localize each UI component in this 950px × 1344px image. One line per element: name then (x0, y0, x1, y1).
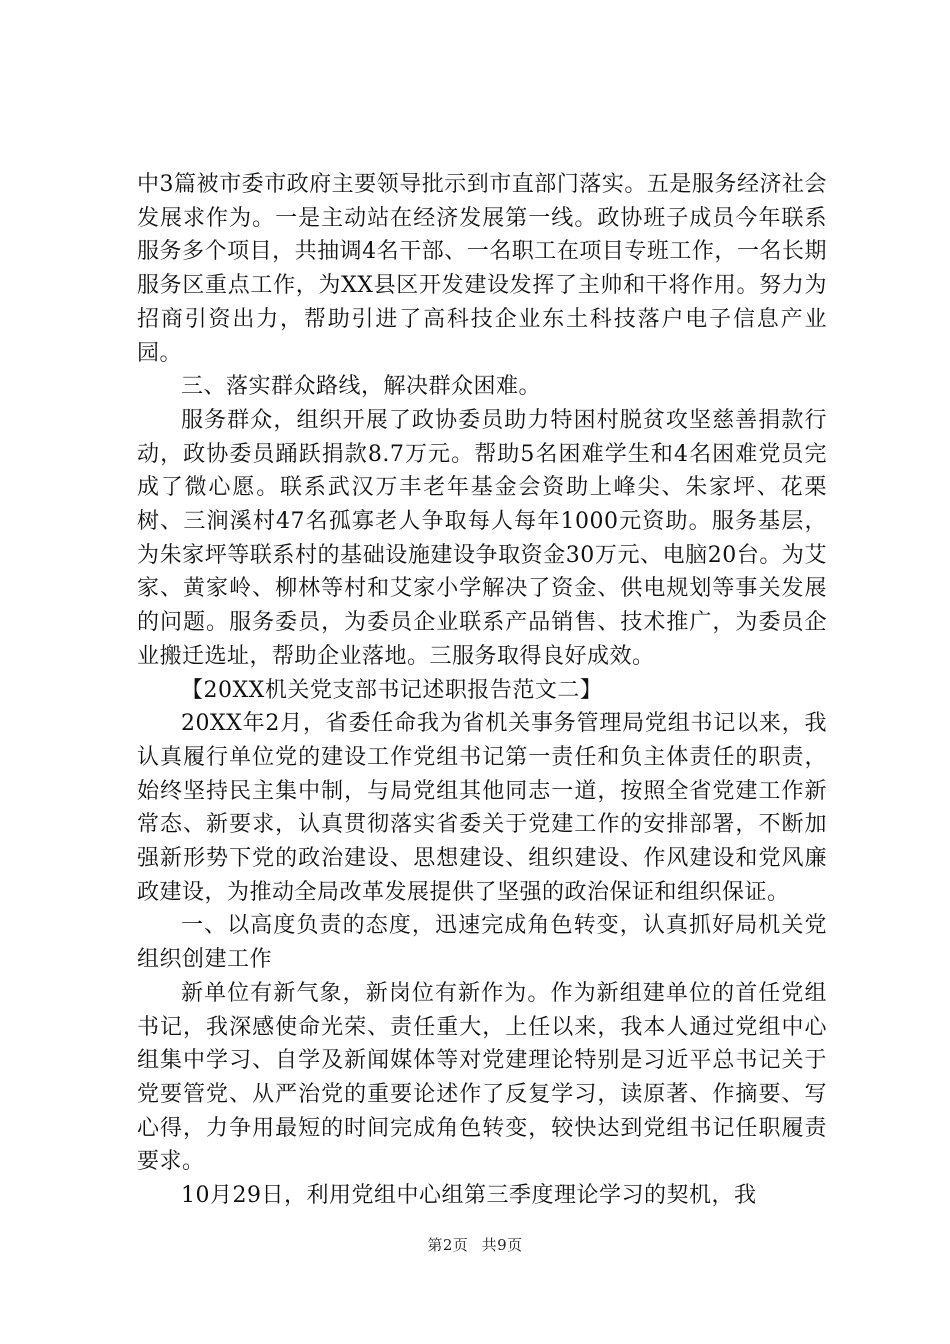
paragraph-1: 中3篇被市委市政府主要领导批示到市直部门落实。五是服务经济社会发展求作为。一是主动站在经济发展第一线。政协班子成员今年联系服务多个项目，共抽调4名干部、一名职工在项目专班工作，一名长期服务区重点工作，为XX县区开发建设发挥了主帅和干将作用。努力为招商引资出力，帮助引进了高科技企业东土科技落户电子信息产业园。 (137, 172, 827, 366)
paragraph-2: 服务群众，组织开展了政协委员助力特困村脱贫攻坚慈善捐款行动，政协委员踊跃捐款8.7万元。帮助5名困难学生和4名困难党员完成了微心愿。联系武汉万丰老年基金会资助上峰尖、朱家坪、花栗树、三涧溪村47名孤寡老人争取每人每年1000元资助。服务基层，为朱家坪等联系村的基础设施建设争取资金30万元、电脑20台。为艾家、黄家岭、柳林等村和艾家小学解决了资金、供电规划等事关发展的问题。服务委员，为委员企业联系产品销售、技术推广，为委员企业搬迁选址，帮助企业落地。三服务取得良好成效。 (137, 407, 827, 669)
document-body (137, 168, 827, 1213)
page-number: 第2页 (427, 1236, 469, 1254)
page-total: 共9页 (481, 1236, 523, 1254)
section-heading-1: 一、以高度负责的态度，迅速完成角色转变，认真抓好局机关党组织创建工作 (137, 913, 827, 973)
page-footer (0, 1234, 950, 1255)
section-heading-3: 三、落实群众路线，解决群众困难。 (181, 374, 542, 400)
report-title: 【20XX机关党支部书记述职报告范文二】 (181, 677, 603, 703)
paragraph-3: 20XX年2月，省委任命我为省机关事务管理局党组书记以来，我认真履行单位党的建设工作党组书记第一责任和负主体责任的职责，始终坚持民主集中制，与局党组其他同志一道，按照全省党建工作新常态、新要求，认真贯彻落实省委关于党建工作的安排部署，不断加强新形势下党的政治建设、思想建设、组织建设、作风建设和党风廉政建设，为推动全局改革发展提供了坚强的政治保证和组织保证。 (137, 711, 827, 905)
paragraph-4: 新单位有新气象，新岗位有新作为。作为新组建单位的首任党组书记，我深感使命光荣、责任重大，上任以来，我本人通过党组中心组集中学习、自学及新闻媒体等对党建理论特别是习近平总书记关于党要管党、从严治党的重要论述作了反复学习，读原著、作摘要、写心得，力争用最短的时间完成角色转变，较快达到党组书记任职履责要求。 (137, 980, 827, 1175)
paragraph-5: 10月29日，利用党组中心组第三季度理论学习的契机，我 (181, 1183, 757, 1209)
